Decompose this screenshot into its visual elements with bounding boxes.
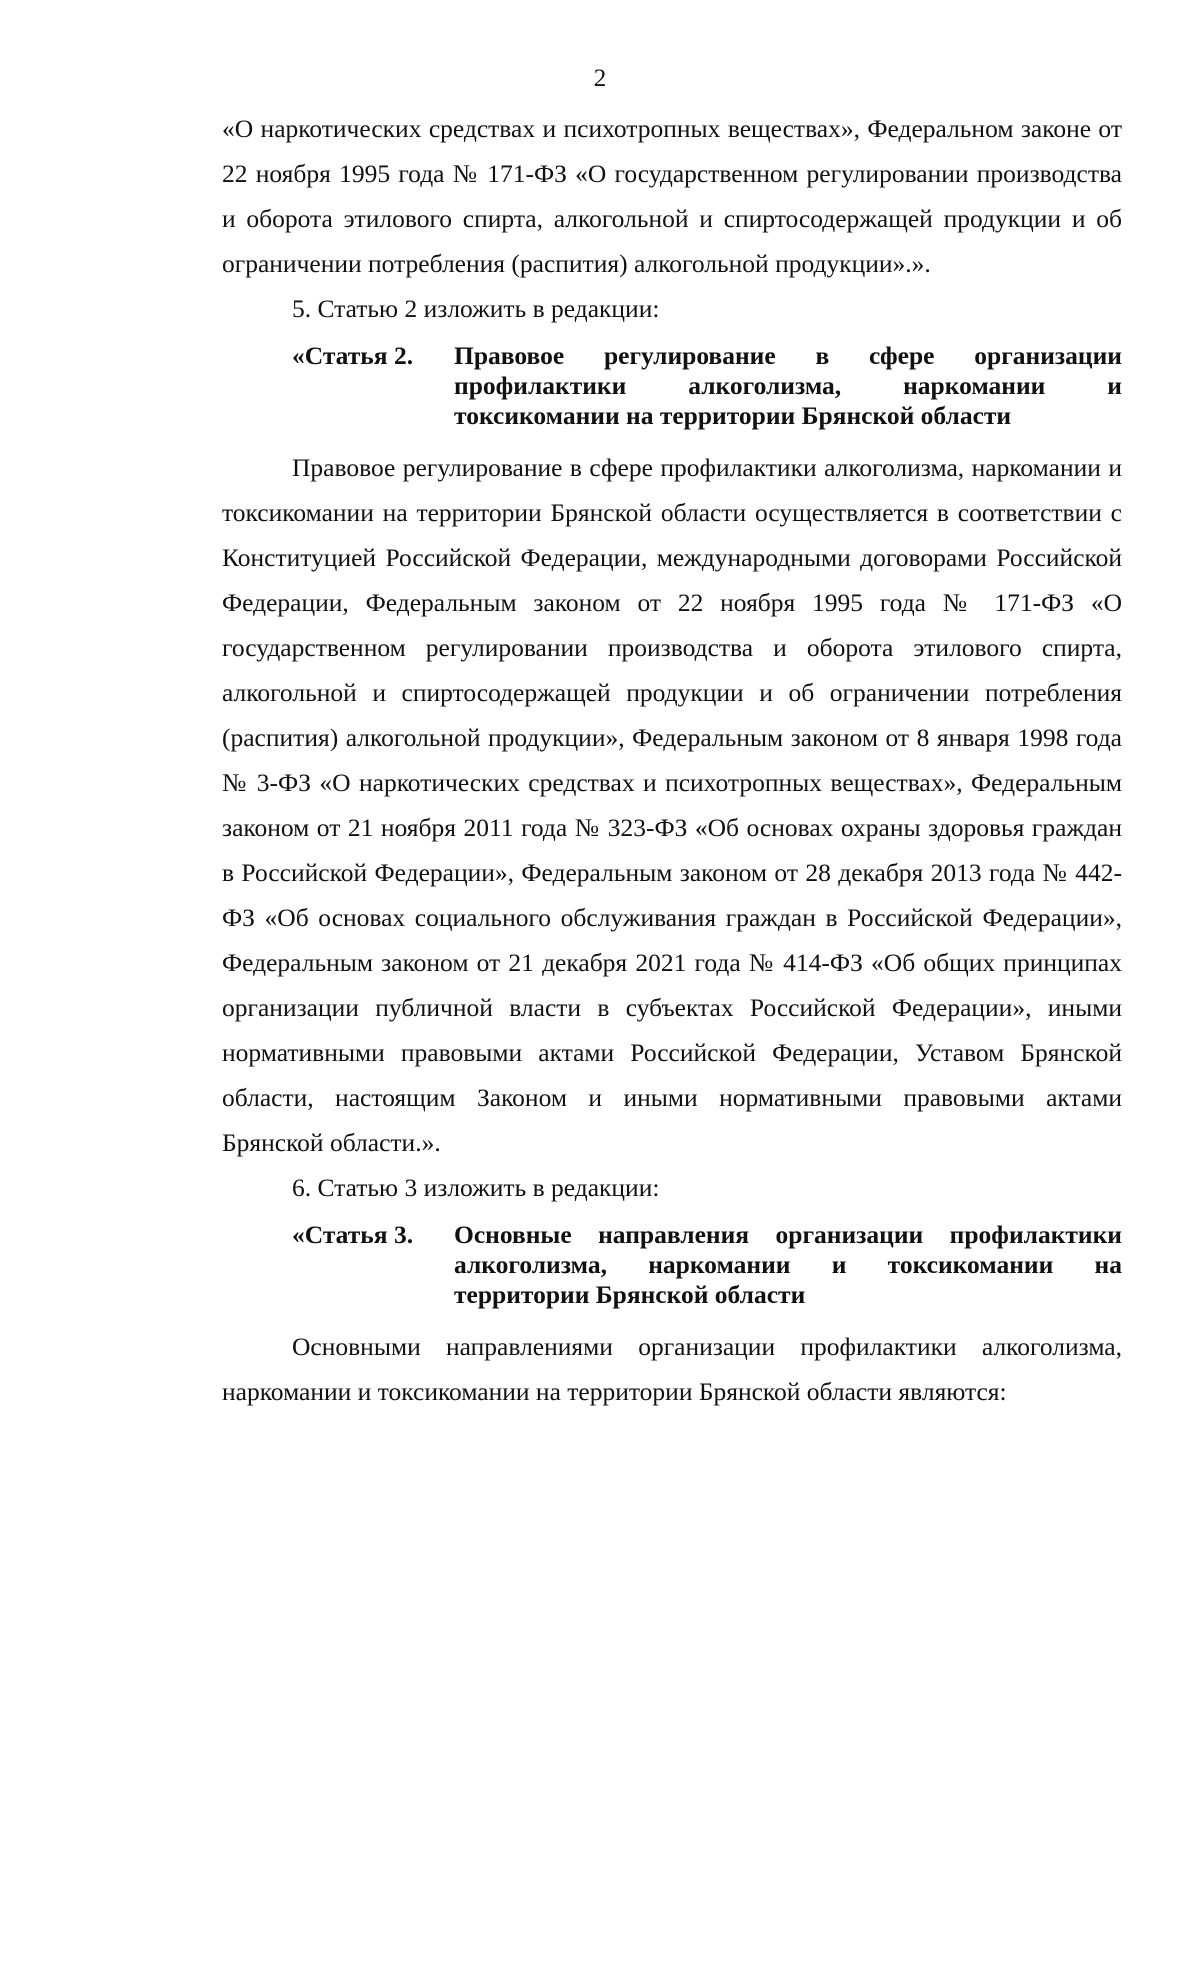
- article-2-heading: [222, 341, 1122, 431]
- article-2-body: Правовое регулирование в сфере профилактики алкоголизма, наркомании и токсикомании на территории Брянской области осуществляется в соответствии с Конституцией Российской Федерации, международными договорами Российской Федерации, Федеральным законом от 22 ноября 1995 года № 171-ФЗ «О государственном регулировании производства и оборота этилового спирта, алкогольной и спиртосодержащей продукции и об ограничении потребления (распития) алкогольной продукции», Федеральным законом от 8 января 1998 года № 3-ФЗ «О наркотических средствах и психотропных веществах», Федеральным законом от 21 ноября 2011 года № 323-ФЗ «Об основах охраны здоровья граждан в Российской Федерации», Федеральным законом от 28 декабря 2013 года № 442-ФЗ «Об основах социального обслуживания граждан в Российской Федерации», Федеральным законом от 21 декабря 2021 года № 414-ФЗ «Об общих принципах организации публичной власти в субъектах Российской Федерации», иными нормативными правовыми актами Российской Федерации, Уставом Брянской области, настоящим Законом и иными нормативными правовыми актами Брянской области.».: [222, 453, 1122, 1157]
- page-number: 2: [593, 65, 607, 92]
- article-3-heading: [222, 1220, 1122, 1310]
- article-2-label: «Статья 2.: [292, 341, 414, 370]
- article-2-title: Правовое регулирование в сфере организации профилактики алкоголизма, наркомании и токсикомании на территории Брянской области: [454, 341, 1122, 430]
- document-body: [222, 106, 1122, 1414]
- item-6: 6. Статью 3 изложить в редакции:: [292, 1173, 660, 1202]
- article-3-label: «Статья 3.: [292, 1220, 414, 1249]
- article-3-body: Основными направлениями организации профилактики алкоголизма, наркомании и токсикомании на территории Брянской области являются:: [222, 1332, 1122, 1406]
- paragraph-continuation: «О наркотических средствах и психотропных веществах», Федеральном законе от 22 ноября 1995 года № 171-ФЗ «О государственном регулировании производства и оборота этилового спирта, алкогольной и спиртосодержащей продукции и об ограничении потребления (распития) алкогольной продукции».».: [222, 114, 1122, 278]
- article-3-title: Основные направления организации профилактики алкоголизма, наркомании и токсикомании на территории Брянской области: [454, 1220, 1122, 1309]
- item-5: 5. Статью 2 изложить в редакции:: [292, 294, 660, 323]
